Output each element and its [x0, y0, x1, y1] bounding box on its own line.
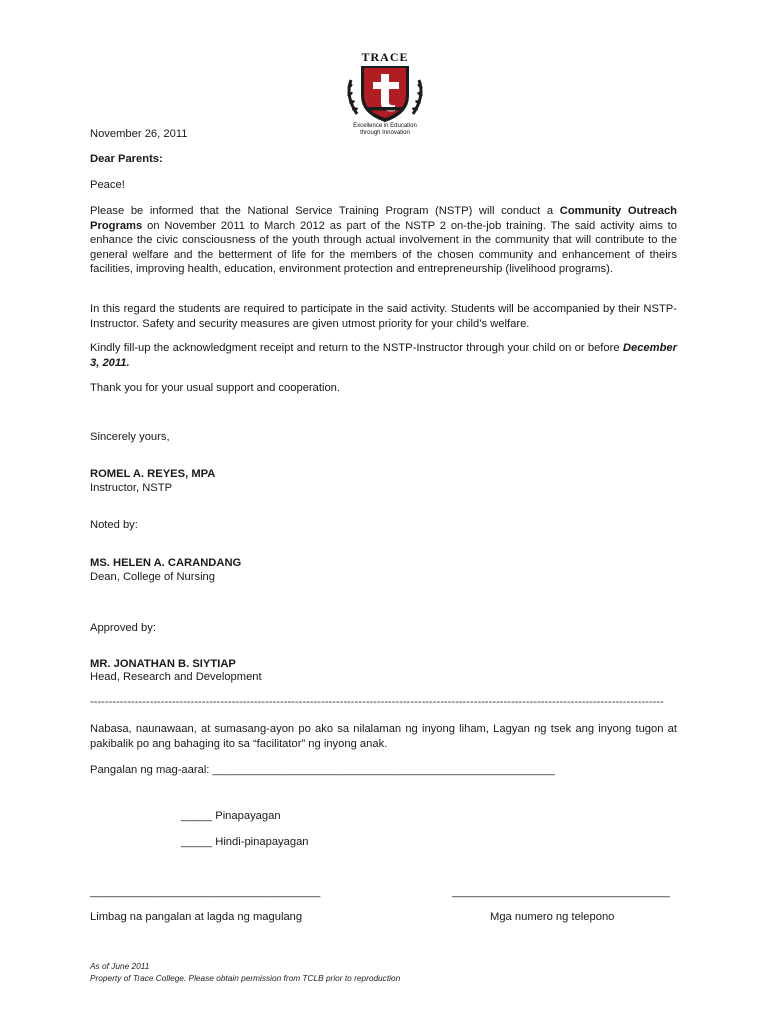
p3-deadline-date: December 3, 2011. — [90, 342, 677, 369]
logo-title: TRACE — [361, 50, 409, 64]
p1-text-b: on November 2011 to March 2012 as part of the NSTP 2 on-the-job training. The said activity aims to enhance the civic consciousness of the youth through actual involvement in the community that will contribute to the general welfare and the betterment of life for the members of the chosen community and enhancement of theirs facilities, improving health, education, environment protection and entrepreneurship (livelihood programs). — [90, 219, 677, 276]
tagline-line-1: Excellence in Education — [353, 123, 417, 129]
footer-version: As of June 2011 — [90, 961, 150, 971]
option-allowed[interactable] — [181, 810, 281, 822]
shield-emblem-icon — [343, 62, 427, 124]
salutation: Dear Parents: — [90, 153, 163, 165]
option-allowed-blank[interactable]: _____ — [181, 810, 213, 822]
approved-by-label: Approved by: — [90, 622, 156, 634]
signer1-name: ROMEL A. REYES, MPA — [90, 468, 216, 480]
paragraph-intro — [90, 204, 677, 277]
p1-program-name: Community Outreach Programs — [90, 205, 677, 232]
logo-tagline — [343, 123, 427, 136]
signer1-title: Instructor, NSTP — [90, 482, 173, 494]
p1-text-a: Please be informed that the National Service Training Program (NSTP) will conduct a — [90, 205, 560, 217]
greeting: Peace! — [90, 179, 125, 191]
paragraph-deadline — [90, 341, 677, 370]
option-not-allowed-label: Hindi-pinapayagan — [215, 836, 309, 848]
letter-date: November 26, 2011 — [90, 128, 188, 140]
trace-college-logo — [343, 50, 427, 140]
student-name-label: Pangalan ng mag-aaral: — [90, 764, 213, 776]
p3-text-a: Kindly fill-up the acknowledgment receipt and return to the NSTP-Instructor through your child on or before — [90, 342, 623, 354]
signer2-name: MS. HELEN A. CARANDANG — [90, 557, 242, 569]
cut-line-separator: ---------------------------------------------------------------------------------------------------------------------------------------------------------- — [90, 696, 664, 708]
footer — [90, 961, 400, 984]
parent-signature-label: Limbag na pangalan at lagda ng magulang — [90, 911, 303, 923]
noted-by-label: Noted by: — [90, 519, 138, 531]
slip-instructions: Nabasa, naunawaan, at sumasang-ayon po ako sa nilalaman ng inyong liham, Lagyan ng tsek ang inyong tugon at pakibalik po ang bahaging ito sa “facilitator” ng inyong anak. — [90, 723, 677, 750]
parent-signature-blank[interactable]: _____________________________________ — [90, 886, 321, 898]
student-name-blank[interactable]: _______________________________________________________ — [212, 764, 555, 776]
paragraph-thanks: Thank you for your usual support and cooperation. — [90, 382, 341, 394]
signer3-name: MR. JONATHAN B. SIYTIAP — [90, 658, 236, 670]
closing: Sincerely yours, — [90, 431, 170, 443]
tagline-line-2: through Innovation — [360, 129, 410, 136]
option-not-allowed-blank[interactable]: _____ — [181, 836, 213, 848]
phone-number-label: Mga numero ng telepono — [490, 911, 615, 923]
paragraph-participation: In this regard the students are required to participate in the said activity. Students will be accompanied by their NSTP-Instructor. Safety and security measures are given utmost priority for your child’s welfare. — [90, 303, 677, 330]
student-name-field[interactable] — [90, 764, 555, 776]
signer2-title: Dean, College of Nursing — [90, 571, 215, 583]
option-allowed-label: Pinapayagan — [215, 810, 281, 822]
option-not-allowed[interactable] — [181, 836, 309, 848]
phone-number-blank[interactable]: ___________________________________ — [452, 886, 670, 898]
signer3-title: Head, Research and Development — [90, 671, 262, 683]
footer-copyright: Property of Trace College. Please obtain permission from TCLB prior to reproduction — [90, 972, 401, 983]
